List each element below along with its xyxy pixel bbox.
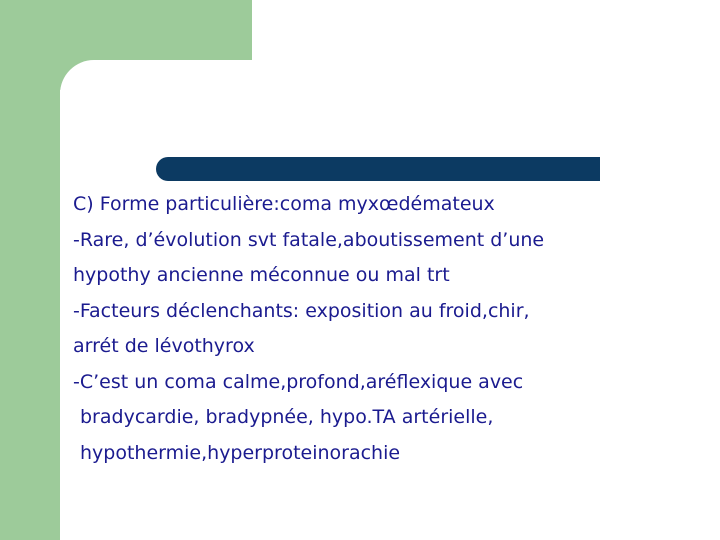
text-line: -Rare, d’évolution svt fatale,aboutissement d’une [73,228,545,251]
text-line: arrét de lévothyrox [73,335,255,357]
slide-body-text [73,187,673,471]
section-heading: C) Forme particulière:coma myxœdémateux [73,193,495,215]
text-line: hypothermie,hyperproteinorachie [80,441,401,464]
text-line: -Facteurs déclenchants: exposition au froid,chir, [73,299,530,322]
text-line: -C’est un coma calme,profond,aréflexique avec [73,370,524,393]
text-line: bradycardie, bradypnée, hypo.TA artérielle, [80,406,494,428]
text-line: hypothy ancienne méconnue ou mal trt [73,264,450,286]
decorative-green-strip-left [0,0,60,540]
title-divider-bar [156,157,600,181]
